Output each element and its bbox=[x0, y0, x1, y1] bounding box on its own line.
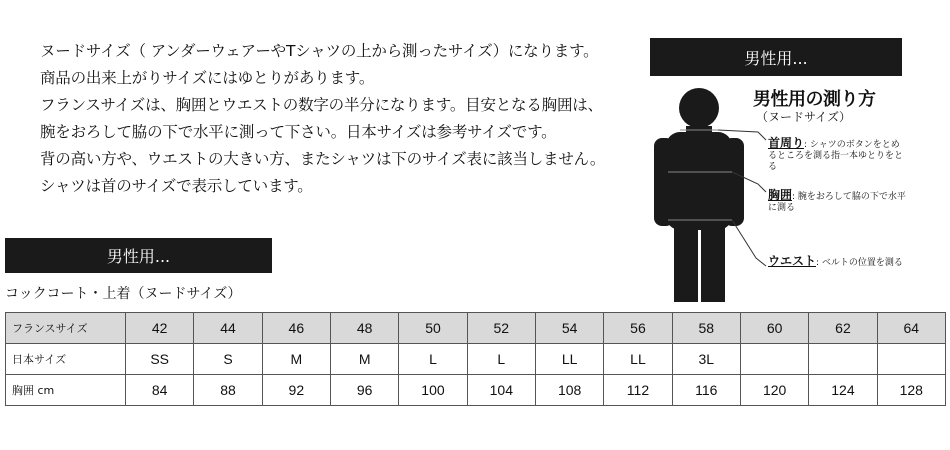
neck-desc: シャツのボタンをとめるところを測る指一本ゆとりをとる bbox=[768, 140, 904, 172]
size-table bbox=[5, 312, 946, 406]
row-label: 胸囲 cm bbox=[6, 375, 126, 406]
table-cell: 44 bbox=[194, 313, 262, 344]
table-cell bbox=[877, 344, 945, 375]
table-cell: 116 bbox=[672, 375, 740, 406]
table-cell: L bbox=[467, 344, 535, 375]
chest-desc: 腕をおろして脇の下で水平に測る bbox=[768, 192, 906, 213]
table-cell: 60 bbox=[740, 313, 808, 344]
table-title: コックコート・上着（ヌードサイズ） bbox=[5, 286, 242, 302]
neck-note: 首周り: シャツのボタンをとめるところを測る指一本ゆとりをとる bbox=[768, 136, 904, 172]
intro-line-1: ヌードサイズ（ アンダーウェアーやTシャツの上から測ったサイズ）になります。 bbox=[40, 42, 599, 60]
table-cell: 128 bbox=[877, 375, 945, 406]
intro-text bbox=[40, 38, 640, 200]
chest-note: 胸囲: 腕をおろして脇の下で水平に測る bbox=[768, 188, 906, 213]
table-cell: 50 bbox=[399, 313, 467, 344]
table-cell: LL bbox=[535, 344, 603, 375]
table-cell: 88 bbox=[194, 375, 262, 406]
table-cell: 104 bbox=[467, 375, 535, 406]
table-cell: M bbox=[330, 344, 398, 375]
intro-line-5: 背の高い方や、ウエストの大きい方、またシャツは下のサイズ表に該当しません。 bbox=[40, 150, 606, 168]
waist-note: ウエスト: ベルトの位置を測る bbox=[768, 254, 903, 268]
table-cell: 56 bbox=[604, 313, 672, 344]
table-cell: 46 bbox=[262, 313, 330, 344]
measurement-figure bbox=[648, 82, 948, 302]
table-cell bbox=[740, 344, 808, 375]
chest-term: 胸囲 bbox=[768, 188, 793, 202]
table-cell: L bbox=[399, 344, 467, 375]
table-cell: 124 bbox=[809, 375, 877, 406]
figure-title: 男性用の測り方 bbox=[753, 89, 876, 110]
waist-term: ウエスト bbox=[768, 254, 817, 268]
table-cell: 62 bbox=[809, 313, 877, 344]
intro-line-2: 商品の出来上がりサイズにはゆとりがあります。 bbox=[40, 69, 375, 87]
size-table-body bbox=[6, 313, 946, 406]
figure-subtitle: （ヌードサイズ） bbox=[756, 110, 852, 124]
table-cell bbox=[809, 344, 877, 375]
table-cell: 84 bbox=[126, 375, 194, 406]
section-label-right: 男性用... bbox=[650, 38, 902, 76]
table-cell: 112 bbox=[604, 375, 672, 406]
table-cell: S bbox=[194, 344, 262, 375]
table-cell: 48 bbox=[330, 313, 398, 344]
table-cell: 64 bbox=[877, 313, 945, 344]
table-cell: 108 bbox=[535, 375, 603, 406]
table-cell: 100 bbox=[399, 375, 467, 406]
table-cell: LL bbox=[604, 344, 672, 375]
chest-size-row bbox=[6, 375, 946, 406]
table-cell: 42 bbox=[126, 313, 194, 344]
france-size-row bbox=[6, 313, 946, 344]
section-label-left: 男性用... bbox=[5, 238, 272, 273]
table-cell: 3L bbox=[672, 344, 740, 375]
intro-line-6: シャツは首のサイズで表示しています。 bbox=[40, 177, 313, 195]
japan-size-row bbox=[6, 344, 946, 375]
table-cell: 120 bbox=[740, 375, 808, 406]
intro-line-3: フランスサイズは、胸囲とウエストの数字の半分になります。目安となる胸囲は、 bbox=[40, 96, 603, 114]
table-cell: 96 bbox=[330, 375, 398, 406]
intro-line-4: 腕をおろして脇の下で水平に測って下さい。日本サイズは参考サイズです。 bbox=[40, 123, 557, 141]
table-cell: M bbox=[262, 344, 330, 375]
table-cell: SS bbox=[126, 344, 194, 375]
table-cell: 54 bbox=[535, 313, 603, 344]
table-cell: 58 bbox=[672, 313, 740, 344]
neck-term: 首周り bbox=[768, 136, 805, 150]
table-cell: 52 bbox=[467, 313, 535, 344]
waist-desc: ベルトの位置を測る bbox=[821, 258, 903, 268]
table-cell: 92 bbox=[262, 375, 330, 406]
row-label: フランスサイズ bbox=[6, 313, 126, 344]
row-label: 日本サイズ bbox=[6, 344, 126, 375]
